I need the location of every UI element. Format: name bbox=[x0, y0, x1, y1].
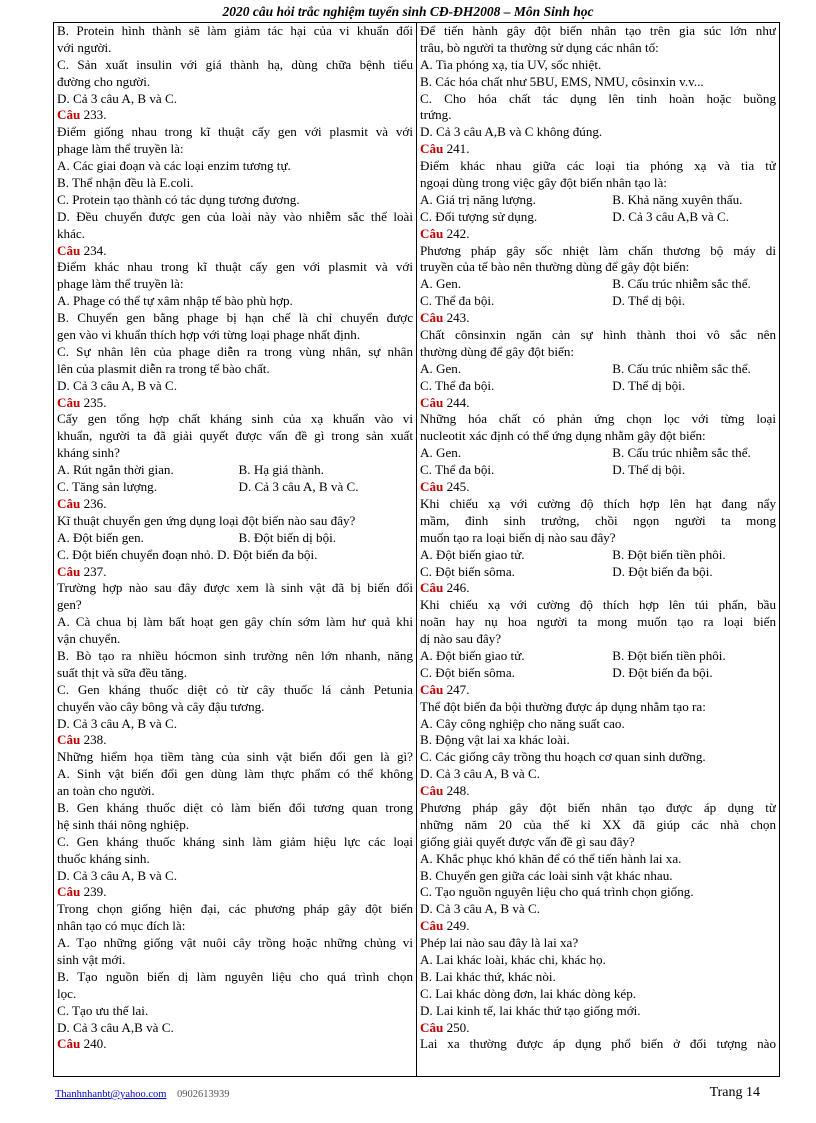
question-label: Câu bbox=[420, 479, 444, 495]
answer-option: D. Đột biến đa bội. bbox=[612, 563, 713, 579]
answer-option: C. Thể đa bội. bbox=[420, 377, 495, 393]
page-footer bbox=[55, 1085, 760, 1105]
answer-option: C. Đối tượng sử dụng. bbox=[420, 208, 538, 224]
answer-option: C. Thể đa bội. bbox=[420, 462, 495, 478]
text-line: C. Các giống cây trồng thu hoạch cơ quan sinh dưỡng. bbox=[420, 749, 706, 765]
question-label: Câu bbox=[57, 242, 81, 258]
text-line: D. Cả 3 câu A,B và C. bbox=[57, 1019, 174, 1035]
text-line: D. Lai kinh tế, lai khác thứ tạo giống mới. bbox=[420, 1002, 641, 1018]
answer-option: B. Đột biến tiền phôi. bbox=[612, 647, 726, 663]
question-label: Câu bbox=[420, 580, 444, 596]
text-line: nucleotit xác định có thể ứng dụng nhằm gây đột biến: bbox=[420, 428, 706, 444]
text-line: thuốc kháng sinh. bbox=[57, 850, 150, 866]
question-label: Câu bbox=[420, 394, 444, 410]
text-line: B. Protein hình thành sẽ làm giảm tác hại của vi khuẩn đối bbox=[57, 23, 413, 38]
question-number bbox=[420, 783, 776, 800]
text-line: khuẩn, người ta đã giải quyết được vấn đề gì trong sản xuất bbox=[57, 428, 413, 444]
answer-row bbox=[420, 547, 776, 564]
text-line: Những hiểm họa tiềm tàng của sinh vật biến đổi gen là gì? bbox=[57, 749, 413, 765]
text-line: B. Động vật lai xa khác loài. bbox=[420, 732, 570, 748]
text-line: D. Cả 3 câu A, B và C. bbox=[420, 766, 541, 782]
text-line: Chất cônsinxin ngăn cản sự hình thành thoi vô sắc nên bbox=[420, 327, 776, 343]
question-label: Câu bbox=[57, 394, 81, 410]
text-line: mầm, đỉnh sinh trưởng, chồi ngọn người ta mong bbox=[420, 512, 776, 528]
text-line: A. Các giai đoạn và các loại enzim tương tự. bbox=[57, 158, 291, 174]
text-line: B. Gen kháng thuốc diệt cỏ làm biến đổi tương quan trong bbox=[57, 799, 413, 815]
text-line: B. Lai khác thứ, khác nòi. bbox=[420, 968, 556, 984]
text-line: A. Khắc phục khó khăn để có thể tiến hành lai xa. bbox=[420, 850, 682, 866]
text-line: A. Tia phóng xạ, tia UV, sốc nhiệt. bbox=[420, 56, 602, 72]
text-line: A. Lai khác loài, khác chi, khác họ. bbox=[420, 951, 606, 967]
text-line: những năm 20 của thế kỉ XX đã giúp các nhà chọn bbox=[420, 816, 776, 832]
text-line: B. Chuyển gen giữa các loài sinh vật khác nhau. bbox=[420, 867, 673, 883]
answer-row bbox=[420, 361, 776, 378]
footer-email-link[interactable]: Thanhnhanbt@yahoo.com bbox=[55, 1089, 167, 1100]
question-number bbox=[57, 884, 413, 901]
answer-row bbox=[57, 462, 413, 479]
question-number-value: 238. bbox=[83, 732, 107, 748]
text-line: B. Tạo nguồn biến dị làm nguyên liệu cho quá trình chọn bbox=[57, 968, 413, 984]
answer-option: B. Cấu trúc nhiễm sắc thể. bbox=[612, 276, 751, 292]
text-line: A. Tạo những giống vật nuôi cây trồng hoặc những chủng vi bbox=[57, 935, 413, 951]
text-line: vận chuyển. bbox=[57, 631, 121, 647]
footer-phone: 0902613939 bbox=[177, 1089, 230, 1100]
question-number-value: 249. bbox=[446, 918, 470, 934]
text-line: A. Cà chua bị làm bất hoạt gen gây chín sớm làm hư quả khi bbox=[57, 614, 413, 630]
text-line: muốn tạo ra loại biến dị nào sau đây? bbox=[420, 529, 616, 545]
question-number-value: 247. bbox=[446, 681, 470, 697]
question-number-value: 241. bbox=[446, 141, 470, 157]
question-number bbox=[57, 1036, 413, 1053]
text-line: Cấy gen tổng hợp chất kháng sinh của xạ khuẩn vào vi bbox=[57, 411, 413, 427]
answer-option: A. Gen. bbox=[420, 276, 462, 292]
text-line: Thể đột biến đa bội thường được áp dụng nhằm tạo ra: bbox=[420, 698, 706, 714]
question-number bbox=[420, 479, 776, 496]
text-line: Điểm khác nhau giữa các loại tia phóng xạ và tia tử bbox=[420, 158, 776, 174]
question-number-value: 234. bbox=[83, 242, 107, 258]
text-line: C. Gen kháng thuốc diệt cỏ từ cây thuốc lá cảnh Petunia bbox=[57, 681, 413, 697]
answer-option: D. Cả 3 câu A, B và C. bbox=[238, 479, 359, 495]
content-table bbox=[53, 22, 780, 1077]
answer-row bbox=[57, 530, 413, 547]
question-label: Câu bbox=[420, 783, 444, 799]
text-line: A. Phage có thể tự xâm nhập tế bào phù hợp. bbox=[57, 293, 293, 309]
text-line: phage làm thể truyền là: bbox=[57, 141, 184, 157]
text-line: suất thịt và sữa đều tăng. bbox=[57, 664, 188, 680]
text-line: C. Sự nhân lên của phage diễn ra trong vùng nhân, sự nhân bbox=[57, 343, 413, 359]
question-label: Câu bbox=[57, 884, 81, 900]
text-line: thường dùng để gây đột biến: bbox=[420, 343, 575, 359]
text-line: giống giải quyết được vấn đề gì sau đây? bbox=[420, 833, 635, 849]
answer-option: C. Thể đa bội. bbox=[420, 293, 495, 309]
question-number-value: 239. bbox=[83, 884, 107, 900]
answer-row bbox=[420, 445, 776, 462]
text-line: lên của plasmit diễn ra trong tế bào chất. bbox=[57, 360, 270, 376]
text-line: A. Cây công nghiệp cho năng suất cao. bbox=[420, 715, 625, 731]
question-number-value: 250. bbox=[446, 1019, 470, 1035]
answer-row bbox=[420, 378, 776, 395]
answer-row bbox=[420, 648, 776, 665]
text-line: Trong chọn giống hiện đại, các phương pháp gây đột biến bbox=[57, 901, 413, 917]
answer-option: A. Gen. bbox=[420, 445, 462, 461]
answer-option: B. Hạ giá thành. bbox=[238, 462, 325, 478]
question-number-value: 245. bbox=[446, 479, 470, 495]
right-column bbox=[420, 23, 776, 1053]
text-line: Phương pháp gây đột biến nhân tạo được áp dụng từ bbox=[420, 799, 776, 815]
text-line: Trường hợp nào sau đây được xem là sinh vật đã bị biến đổi bbox=[57, 580, 413, 596]
text-line: Phép lai nào sau đây là lai xa? bbox=[420, 935, 579, 951]
answer-option: B. Khả năng xuyên thấu. bbox=[612, 191, 743, 207]
answer-option: B. Đột biến dị bội. bbox=[238, 529, 337, 545]
text-line: phage làm thể truyền là: bbox=[57, 276, 184, 292]
text-line: D. Cả 3 câu A, B và C. bbox=[57, 90, 178, 106]
question-number-value: 236. bbox=[83, 495, 107, 511]
question-number bbox=[57, 496, 413, 513]
text-line: Để tiến hành gây đột biến nhân tạo trên gia súc lớn như bbox=[420, 23, 776, 38]
question-label: Câu bbox=[420, 681, 444, 697]
text-line: D. Cả 3 câu A, B và C. bbox=[57, 715, 178, 731]
question-number-value: 244. bbox=[446, 394, 470, 410]
question-number-value: 235. bbox=[83, 394, 107, 410]
answer-option: D. Thể dị bội. bbox=[612, 293, 686, 309]
text-line: C. Đột biến chuyển đoạn nhỏ. D. Đột biến đa bội. bbox=[57, 546, 318, 562]
answer-option: B. Cấu trúc nhiễm sắc thể. bbox=[612, 360, 751, 376]
text-line: trứng. bbox=[420, 107, 452, 123]
text-line: ngoại dùng trong việc gây đột biến nhân tạo là: bbox=[420, 175, 667, 191]
answer-option: A. Gen. bbox=[420, 360, 462, 376]
answer-row bbox=[420, 293, 776, 310]
question-number-value: 233. bbox=[83, 107, 107, 123]
page-number: Trang 14 bbox=[709, 1085, 760, 1100]
question-number bbox=[420, 395, 776, 412]
text-line: Phương pháp gây sốc nhiệt làm chấn thương bộ máy di bbox=[420, 242, 776, 258]
answer-option: A. Đột biến giao tử. bbox=[420, 647, 525, 663]
question-number-value: 237. bbox=[83, 563, 107, 579]
text-line: nhân tạo có mục đích là: bbox=[57, 918, 186, 934]
text-line: với người. bbox=[57, 39, 112, 55]
text-line: Khi chiếu xạ với cường độ thích hợp lên hạt đang nẩy bbox=[420, 495, 776, 511]
question-number bbox=[57, 732, 413, 749]
answer-row bbox=[420, 564, 776, 581]
text-line: sinh vật mới. bbox=[57, 951, 126, 967]
question-label: Câu bbox=[57, 732, 81, 748]
text-line: dị nào sau đây? bbox=[420, 631, 502, 647]
text-line: B. Chuyển gen bằng phage bị hạn chế là chỉ chuyển được bbox=[57, 310, 413, 326]
answer-option: D. Thể dị bội. bbox=[612, 377, 686, 393]
question-label: Câu bbox=[420, 225, 444, 241]
text-line: gen? bbox=[57, 597, 82, 613]
text-line: Những hóa chất có phản ứng chọn lọc với từng loại bbox=[420, 411, 776, 427]
question-number bbox=[420, 310, 776, 327]
answer-option: A. Giá trị năng lượng. bbox=[420, 191, 536, 207]
text-line: B. Bò tạo ra nhiều hócmon sinh trưởng nên lớn nhanh, năng bbox=[57, 647, 413, 663]
text-line: lọc. bbox=[57, 985, 77, 1001]
question-number bbox=[420, 141, 776, 158]
text-line: Lai xa thường được áp dụng phổ biến ở đối tượng nào bbox=[420, 1036, 776, 1052]
question-number bbox=[420, 682, 776, 699]
text-line: D. Cả 3 câu A, B và C. bbox=[57, 867, 178, 883]
answer-option: C. Đột biến sôma. bbox=[420, 563, 515, 579]
text-line: truyền của tế bào nên thường dùng để gây đột biến: bbox=[420, 259, 690, 275]
question-label: Câu bbox=[57, 563, 81, 579]
left-column bbox=[57, 23, 413, 1053]
answer-option: A. Đột biến gen. bbox=[57, 529, 144, 545]
question-label: Câu bbox=[57, 495, 81, 511]
answer-option: C. Tăng sản lượng. bbox=[57, 479, 157, 495]
page-header: 2020 câu hỏi trắc nghiệm tuyển sinh CĐ-ĐH2008 – Môn Sinh học bbox=[222, 4, 594, 19]
answer-option: D. Đột biến đa bội. bbox=[612, 664, 713, 680]
text-line: C. Tạo ưu thế lai. bbox=[57, 1002, 149, 1018]
text-line: C. Lai khác dòng đơn, lai khác dòng kép. bbox=[420, 985, 637, 1001]
text-line: an toàn cho người. bbox=[57, 783, 155, 799]
answer-row bbox=[420, 665, 776, 682]
text-line: Điểm khác nhau trong kĩ thuật cấy gen với plasmit và với bbox=[57, 259, 413, 275]
answer-row bbox=[420, 276, 776, 293]
question-number bbox=[57, 243, 413, 260]
question-label: Câu bbox=[57, 107, 81, 123]
question-number-value: 242. bbox=[446, 225, 470, 241]
question-label: Câu bbox=[420, 1019, 444, 1035]
answer-option: A. Rút ngắn thời gian. bbox=[57, 462, 174, 478]
answer-option: C. Đột biến sôma. bbox=[420, 664, 515, 680]
question-number-value: 240. bbox=[83, 1036, 107, 1052]
question-label: Câu bbox=[420, 918, 444, 934]
text-line: trâu, bò người ta thường sử dụng các nhân tố: bbox=[420, 39, 659, 55]
question-number-value: 246. bbox=[446, 580, 470, 596]
answer-option: A. Đột biến giao tử. bbox=[420, 546, 525, 562]
text-line: B. Thể nhận đều là E.coli. bbox=[57, 175, 194, 191]
text-line: C. Tạo nguồn nguyên liệu cho quá trình chọn giống. bbox=[420, 884, 694, 900]
text-line: hệ sinh thái nông nghiệp. bbox=[57, 816, 190, 832]
question-number bbox=[57, 395, 413, 412]
answer-option: D. Thể dị bội. bbox=[612, 462, 686, 478]
text-line: đường cho người. bbox=[57, 73, 151, 89]
question-number bbox=[57, 564, 413, 581]
text-line: D. Cả 3 câu A,B và C không đúng. bbox=[420, 124, 603, 140]
text-line: C. Sản xuất insulin với giá thành hạ, dùng chữa bệnh tiểu bbox=[57, 56, 413, 72]
text-line: khác. bbox=[57, 225, 85, 241]
question-number-value: 248. bbox=[446, 783, 470, 799]
text-line: D. Cả 3 câu A, B và C. bbox=[420, 901, 541, 917]
question-label: Câu bbox=[420, 310, 444, 326]
question-label: Câu bbox=[57, 1036, 81, 1052]
text-line: C. Protein tạo thành có tác dụng tương đương. bbox=[57, 191, 300, 207]
question-number bbox=[420, 580, 776, 597]
answer-option: D. Cả 3 câu A,B và C. bbox=[612, 208, 729, 224]
answer-row bbox=[420, 192, 776, 209]
answer-option: B. Cấu trúc nhiễm sắc thể. bbox=[612, 445, 751, 461]
question-number bbox=[57, 107, 413, 124]
question-number bbox=[420, 1020, 776, 1037]
text-line: chuyển vào cây bông và cây đậu tương. bbox=[57, 698, 265, 714]
text-line: noãn hay nụ hoa người ta mong muốn tạo ra loại biến bbox=[420, 614, 776, 630]
answer-row bbox=[57, 479, 413, 496]
text-line: gen vào vi khuẩn thích hợp với từng loại phage nhất định. bbox=[57, 327, 361, 343]
text-line: D. Cả 3 câu A, B và C. bbox=[57, 377, 178, 393]
text-line: D. Đều chuyển được gen của loài này vào nhiễm sắc thể loài bbox=[57, 208, 413, 224]
text-line: Điểm giống nhau trong kĩ thuật cấy gen với plasmit và với bbox=[57, 124, 413, 140]
question-number-value: 243. bbox=[446, 310, 470, 326]
question-number bbox=[420, 918, 776, 935]
answer-row bbox=[420, 209, 776, 226]
text-line: B. Các hóa chất như 5BU, EMS, NMU, côsinxin v.v... bbox=[420, 73, 704, 89]
answer-option: B. Đột biến tiền phôi. bbox=[612, 546, 726, 562]
text-line: C. Gen kháng thuốc kháng sinh làm giảm hiệu lực các loại bbox=[57, 833, 413, 849]
question-label: Câu bbox=[420, 141, 444, 157]
text-line: kháng sinh? bbox=[57, 445, 120, 461]
text-line: C. Cho hóa chất tác dụng lên tinh hoàn hoặc buồng bbox=[420, 90, 776, 106]
text-line: A. Sinh vật biến đổi gen dùng làm thực phẩm có thể không bbox=[57, 766, 413, 782]
text-line: Kĩ thuật chuyển gen ứng dụng loại đột biến nào sau đây? bbox=[57, 512, 356, 528]
question-number bbox=[420, 226, 776, 243]
answer-row bbox=[420, 462, 776, 479]
text-line: Khi chiếu xạ với cường độ thích hợp lên túi phấn, bầu bbox=[420, 597, 776, 613]
